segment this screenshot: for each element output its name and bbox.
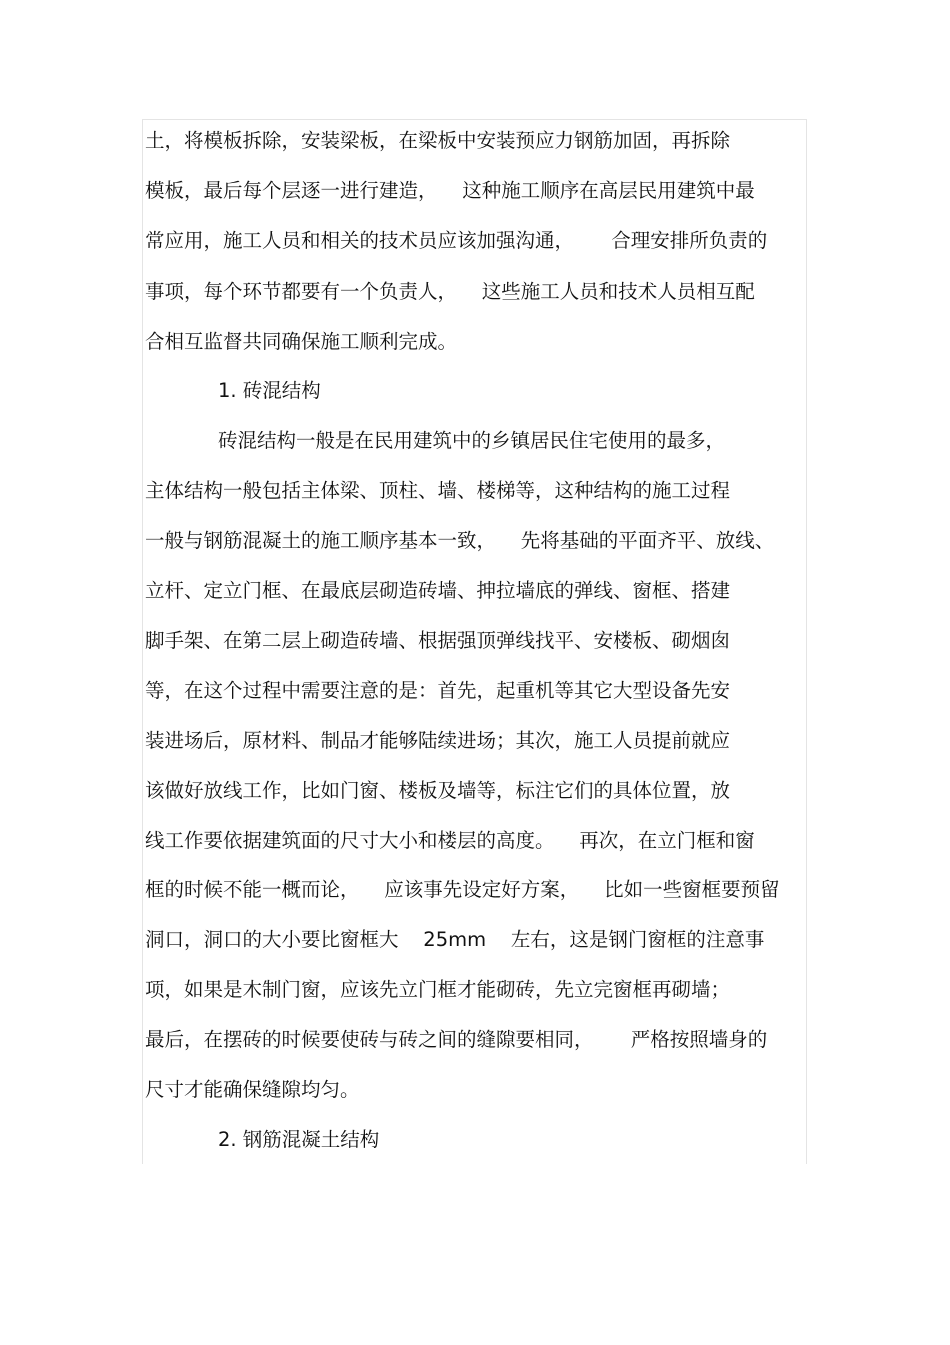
paragraph-line: 一般与钢筋混凝土的施工顺序基本一致， 先将基础的平面齐平、放线、	[145, 529, 775, 552]
paragraph-line: 常应用，施工人员和相关的技术员应该加强沟通， 合理安排所负责的	[145, 229, 768, 252]
paragraph-line: 项，如果是木制门窗，应该先立门框才能砌砖，先立完窗框再砌墙；	[145, 978, 731, 1001]
paragraph-line: 模板，最后每个层逐一进行建造， 这种施工顺序在高层民用建筑中最	[145, 179, 755, 202]
section-heading: 1. 砖混结构	[218, 379, 321, 402]
paragraph-line: 土，将模板拆除，安装梁板，在梁板中安装预应力钢筋加固，再拆除	[145, 129, 731, 152]
paragraph-line: 最后，在摆砖的时候要使砖与砖之间的缝隙要相同， 严格按照墙身的	[145, 1028, 768, 1051]
paragraph-line: 洞口，洞口的大小要比窗框大 25mm 左右，这是钢门窗框的注意事	[145, 928, 765, 951]
section-heading: 2. 钢筋混凝土结构	[218, 1128, 380, 1151]
paragraph-line: 线工作要依据建筑面的尺寸大小和楼层的高度。 再次，在立门框和窗	[145, 829, 755, 852]
paragraph-line: 等，在这个过程中需要注意的是：首先，起重机等其它大型设备先安	[145, 679, 731, 702]
paragraph-line: 立杆、定立门框、在最底层砌造砖墙、抻拉墙底的弹线、窗框、搭建	[145, 579, 731, 602]
paragraph-line: 合相互监督共同确保施工顺利完成。	[145, 330, 458, 353]
paragraph-line: 装进场后，原材料、制品才能够陆续进场；其次，施工人员提前就应	[145, 729, 731, 752]
paragraph-line: 主体结构一般包括主体梁、顶柱、墙、楼梯等，这种结构的施工过程	[145, 479, 731, 502]
paragraph-line: 脚手架、在第二层上砌造砖墙、根据强顶弹线找平、安楼板、砌烟囱	[145, 629, 731, 652]
paragraph-line: 事项，每个环节都要有一个负责人， 这些施工人员和技术人员相互配	[145, 280, 755, 303]
paragraph-line: 该做好放线工作，比如门窗、楼板及墙等，标注它们的具体位置，放	[145, 779, 731, 802]
paragraph-line: 砖混结构一般是在民用建筑中的乡镇居民住宅使用的最多，	[218, 429, 726, 452]
paragraph-line: 框的时候不能一概而论， 应该事先设定好方案， 比如一些窗框要预留	[145, 878, 780, 901]
paragraph-line: 尺寸才能确保缝隙均匀。	[145, 1078, 360, 1101]
